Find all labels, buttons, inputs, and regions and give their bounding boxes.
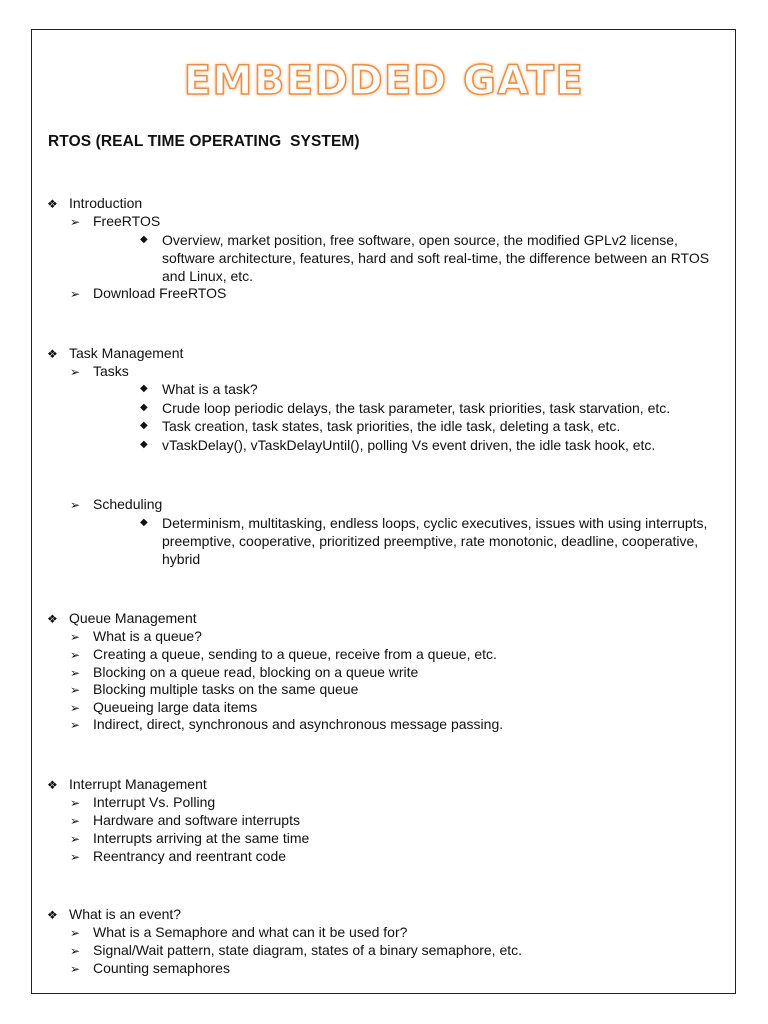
list-item: ➢ Tasks: [70, 363, 129, 379]
section-heading: ❖ Interrupt Management: [47, 776, 207, 792]
detail-line: Crude loop periodic delays, the task parameter, task priorities, task starvation, etc.: [162, 400, 671, 416]
section-heading: ❖ Task Management: [47, 345, 184, 361]
detail-line: vTaskDelay(), vTaskDelayUntil(), polling Vs event driven, the idle task hook, etc.: [162, 437, 656, 453]
arrow-bullet-icon: ➢: [70, 718, 81, 732]
arrow-bullet-icon: ➢: [70, 944, 81, 958]
detail-line: Task creation, task states, task priorities, the idle task, deleting a task, etc.: [162, 418, 621, 434]
list-item: ➢ Blocking on a queue read, blocking on a queue write: [70, 664, 419, 680]
diamond-small-icon: ◆: [140, 402, 148, 413]
list-item: ➢ Interrupts arriving at the same time: [70, 830, 310, 846]
section-heading: ❖ What is an event?: [47, 906, 182, 922]
diamond-small-icon: ◆: [140, 439, 148, 450]
arrow-bullet-icon: ➢: [70, 832, 81, 846]
diamond-bullet-icon: ❖: [47, 347, 58, 361]
arrow-bullet-icon: ➢: [70, 666, 81, 680]
arrow-bullet-icon: ➢: [70, 648, 81, 662]
diamond-bullet-icon: ❖: [47, 612, 58, 626]
banner-title: EMBEDDED GATE: [183, 58, 585, 104]
list-item: ➢ Queueing large data items: [70, 699, 258, 715]
arrow-bullet-icon: ➢: [70, 365, 81, 379]
section-heading: ❖ Queue Management: [47, 610, 197, 626]
list-item: ➢ Reentrancy and reentrant code: [70, 848, 287, 864]
diamond-bullet-icon: ❖: [47, 908, 58, 922]
diamond-small-icon: ◆: [140, 517, 148, 528]
detail-line: and Linux, etc.: [162, 268, 254, 284]
diamond-small-icon: ◆: [140, 234, 148, 245]
detail-line: software architecture, features, hard and soft real-time, the difference between an RTOS: [162, 250, 710, 266]
arrow-bullet-icon: ➢: [70, 215, 81, 229]
arrow-bullet-icon: ➢: [70, 850, 81, 864]
diamond-bullet-icon: ❖: [47, 778, 58, 792]
detail-line: hybrid: [162, 551, 201, 567]
diamond-small-icon: ◆: [140, 420, 148, 431]
list-item: ➢ Counting semaphores: [70, 960, 230, 976]
list-item: ➢ Indirect, direct, synchronous and asynchronous message passing.: [70, 716, 504, 732]
list-item: ➢ Signal/Wait pattern, state diagram, states of a binary semaphore, etc.: [70, 942, 523, 958]
arrow-bullet-icon: ➢: [70, 962, 81, 976]
diamond-small-icon: ◆: [140, 383, 148, 394]
list-item: ➢ Download FreeRTOS: [70, 285, 227, 301]
list-item: ➢ What is a queue?: [70, 628, 202, 644]
diamond-bullet-icon: ❖: [47, 197, 58, 211]
arrow-bullet-icon: ➢: [70, 498, 81, 512]
arrow-bullet-icon: ➢: [70, 926, 81, 940]
list-item: ➢ Hardware and software interrupts: [70, 812, 300, 828]
arrow-bullet-icon: ➢: [70, 683, 81, 697]
section-heading: ❖ Introduction: [47, 195, 143, 211]
list-item: ➢ Creating a queue, sending to a queue, receive from a queue, etc.: [70, 646, 497, 662]
document-title: RTOS (REAL TIME OPERATING SYSTEM): [48, 133, 360, 150]
detail-line: Overview, market position, free software, open source, the modified GPLv2 license,: [162, 232, 678, 248]
arrow-bullet-icon: ➢: [70, 287, 81, 301]
arrow-bullet-icon: ➢: [70, 796, 81, 810]
detail-line: What is a task?: [162, 381, 258, 397]
list-item: ➢ Blocking multiple tasks on the same queue: [70, 681, 359, 697]
arrow-bullet-icon: ➢: [70, 701, 81, 715]
detail-line: Determinism, multitasking, endless loops, cyclic executives, issues with using interrupts,: [162, 515, 708, 531]
list-item: ➢ FreeRTOS: [70, 213, 161, 229]
detail-line: preemptive, cooperative, prioritized preemptive, rate monotonic, deadline, cooperative,: [162, 533, 699, 549]
arrow-bullet-icon: ➢: [70, 630, 81, 644]
list-item: ➢ Interrupt Vs. Polling: [70, 794, 216, 810]
list-item: ➢ What is a Semaphore and what can it be used for?: [70, 924, 408, 940]
arrow-bullet-icon: ➢: [70, 814, 81, 828]
list-item: ➢ Scheduling: [70, 496, 163, 512]
